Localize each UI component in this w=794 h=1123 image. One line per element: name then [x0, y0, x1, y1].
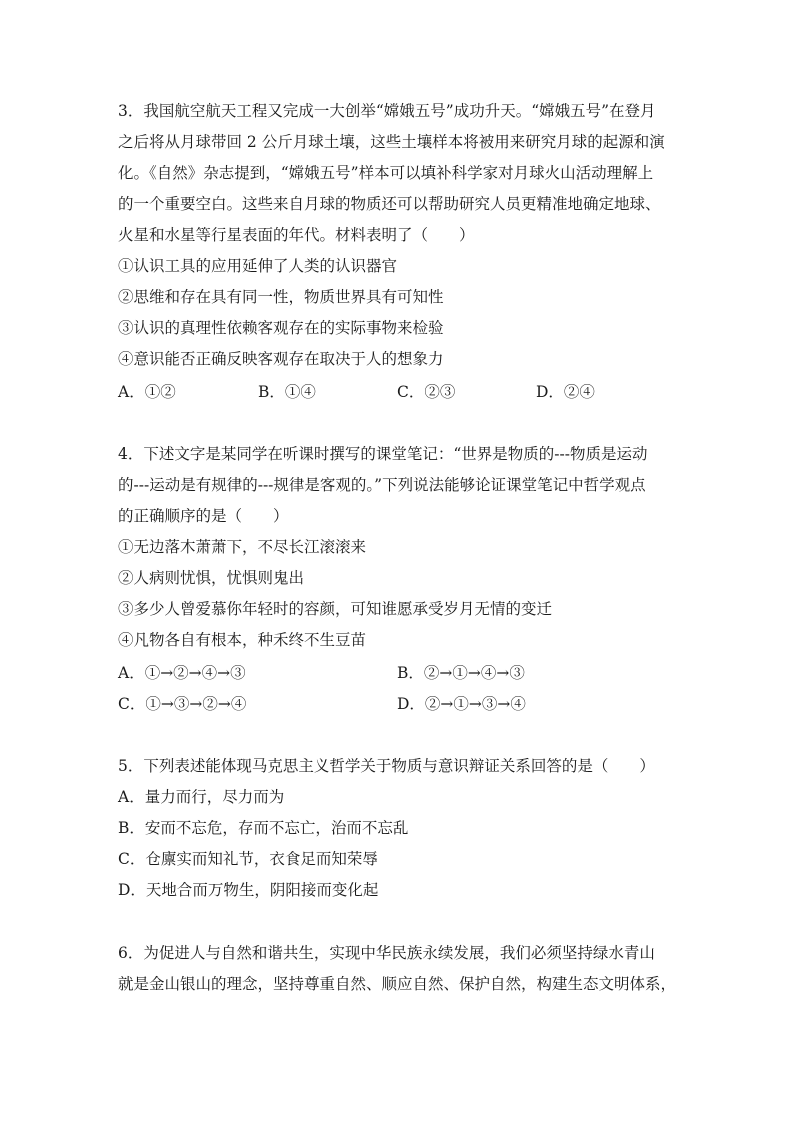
q4-stem-line-2: 的---运动是有规律的---规律是客观的。”下列说法能够论证课堂笔记中哲学观点 — [118, 476, 646, 494]
q5-option-a: A．量力而行，尽力而为 — [118, 788, 285, 806]
q4-statement-3: ③多少人曾爱慕你年轻时的容颜，可知谁愿承受岁月无情的变迁 — [118, 600, 553, 618]
q6-stem-line-1: 6．为促进人与自然和谐共生，实现中华民族永续发展，我们必须坚持绿水青山 — [118, 944, 655, 962]
q6-stem-line-2: 就是金山银山的理念，坚持尊重自然、顺应自然、保护自然，构建生态文明体系， — [118, 975, 677, 993]
q5-option-b: B．安而不忘危，存而不忘亡，治而不忘乱 — [118, 819, 409, 837]
q3-statement-3: ③认识的真理性依赖客观存在的实际事物来检验 — [118, 319, 444, 337]
q5-stem-line-1: 5．下列表述能体现马克思主义哲学关于物质与意识辩证关系回答的是（ ） — [118, 757, 655, 775]
q3-stem-line-5: 火星和水星等行星表面的年代。材料表明了（ ） — [118, 226, 475, 244]
q4-stem-line-3: 的正确顺序的是（ ） — [118, 507, 289, 525]
q3-stem-line-4: 的一个重要空白。这些来自月球的物质还可以帮助研究人员更精准地确定地球、 — [118, 195, 661, 213]
q3-stem-line-1: 3．我国航空航天工程又完成一大创举“嫦娥五号”成功升天。“嫦娥五号”在登月 — [118, 102, 656, 120]
q3-option-c: C．②③ — [397, 383, 456, 401]
q3-stem-line-3: 化。《自然》杂志提到，“嫦娥五号”样本可以填补科学家对月球火山活动理解上 — [118, 164, 654, 182]
q3-statement-4: ④意识能否正确反映客观存在取决于人的想象力 — [118, 350, 444, 368]
q5-option-c: C．仓廪实而知礼节，衣食足而知荣辱 — [118, 850, 378, 868]
q4-statement-1: ①无边落木萧萧下，不尽长江滚滚来 — [118, 538, 367, 556]
q4-option-c: C．①→③→②→④ — [118, 695, 247, 713]
q4-statement-2: ②人病则忧惧，忧惧则鬼出 — [118, 569, 305, 587]
q3-statement-2: ②思维和存在具有同一性，物质世界具有可知性 — [118, 288, 444, 306]
q3-option-a: A．①② — [118, 383, 176, 401]
q4-stem-line-1: 4．下述文字是某同学在听课时撰写的课堂笔记：“世界是物质的---物质是运动 — [118, 445, 648, 463]
q4-option-d: D．②→①→③→④ — [397, 695, 526, 713]
q4-statement-4: ④凡物各自有根本，种禾终不生豆苗 — [118, 631, 367, 649]
q3-option-b: B．①④ — [258, 383, 316, 401]
q3-statement-1: ①认识工具的应用延伸了人类的认识器官 — [118, 257, 398, 275]
q5-option-d: D．天地合而万物生，阴阳接而变化起 — [118, 881, 379, 899]
q3-option-d: D．②④ — [536, 383, 595, 401]
q4-option-b: B．②→①→④→③ — [397, 664, 525, 682]
q3-stem-line-2: 之后将从月球带回 2 公斤月球土壤，这些土壤样本将被用来研究月球的起源和演 — [118, 133, 665, 151]
q4-option-a: A．①→②→④→③ — [118, 664, 246, 682]
